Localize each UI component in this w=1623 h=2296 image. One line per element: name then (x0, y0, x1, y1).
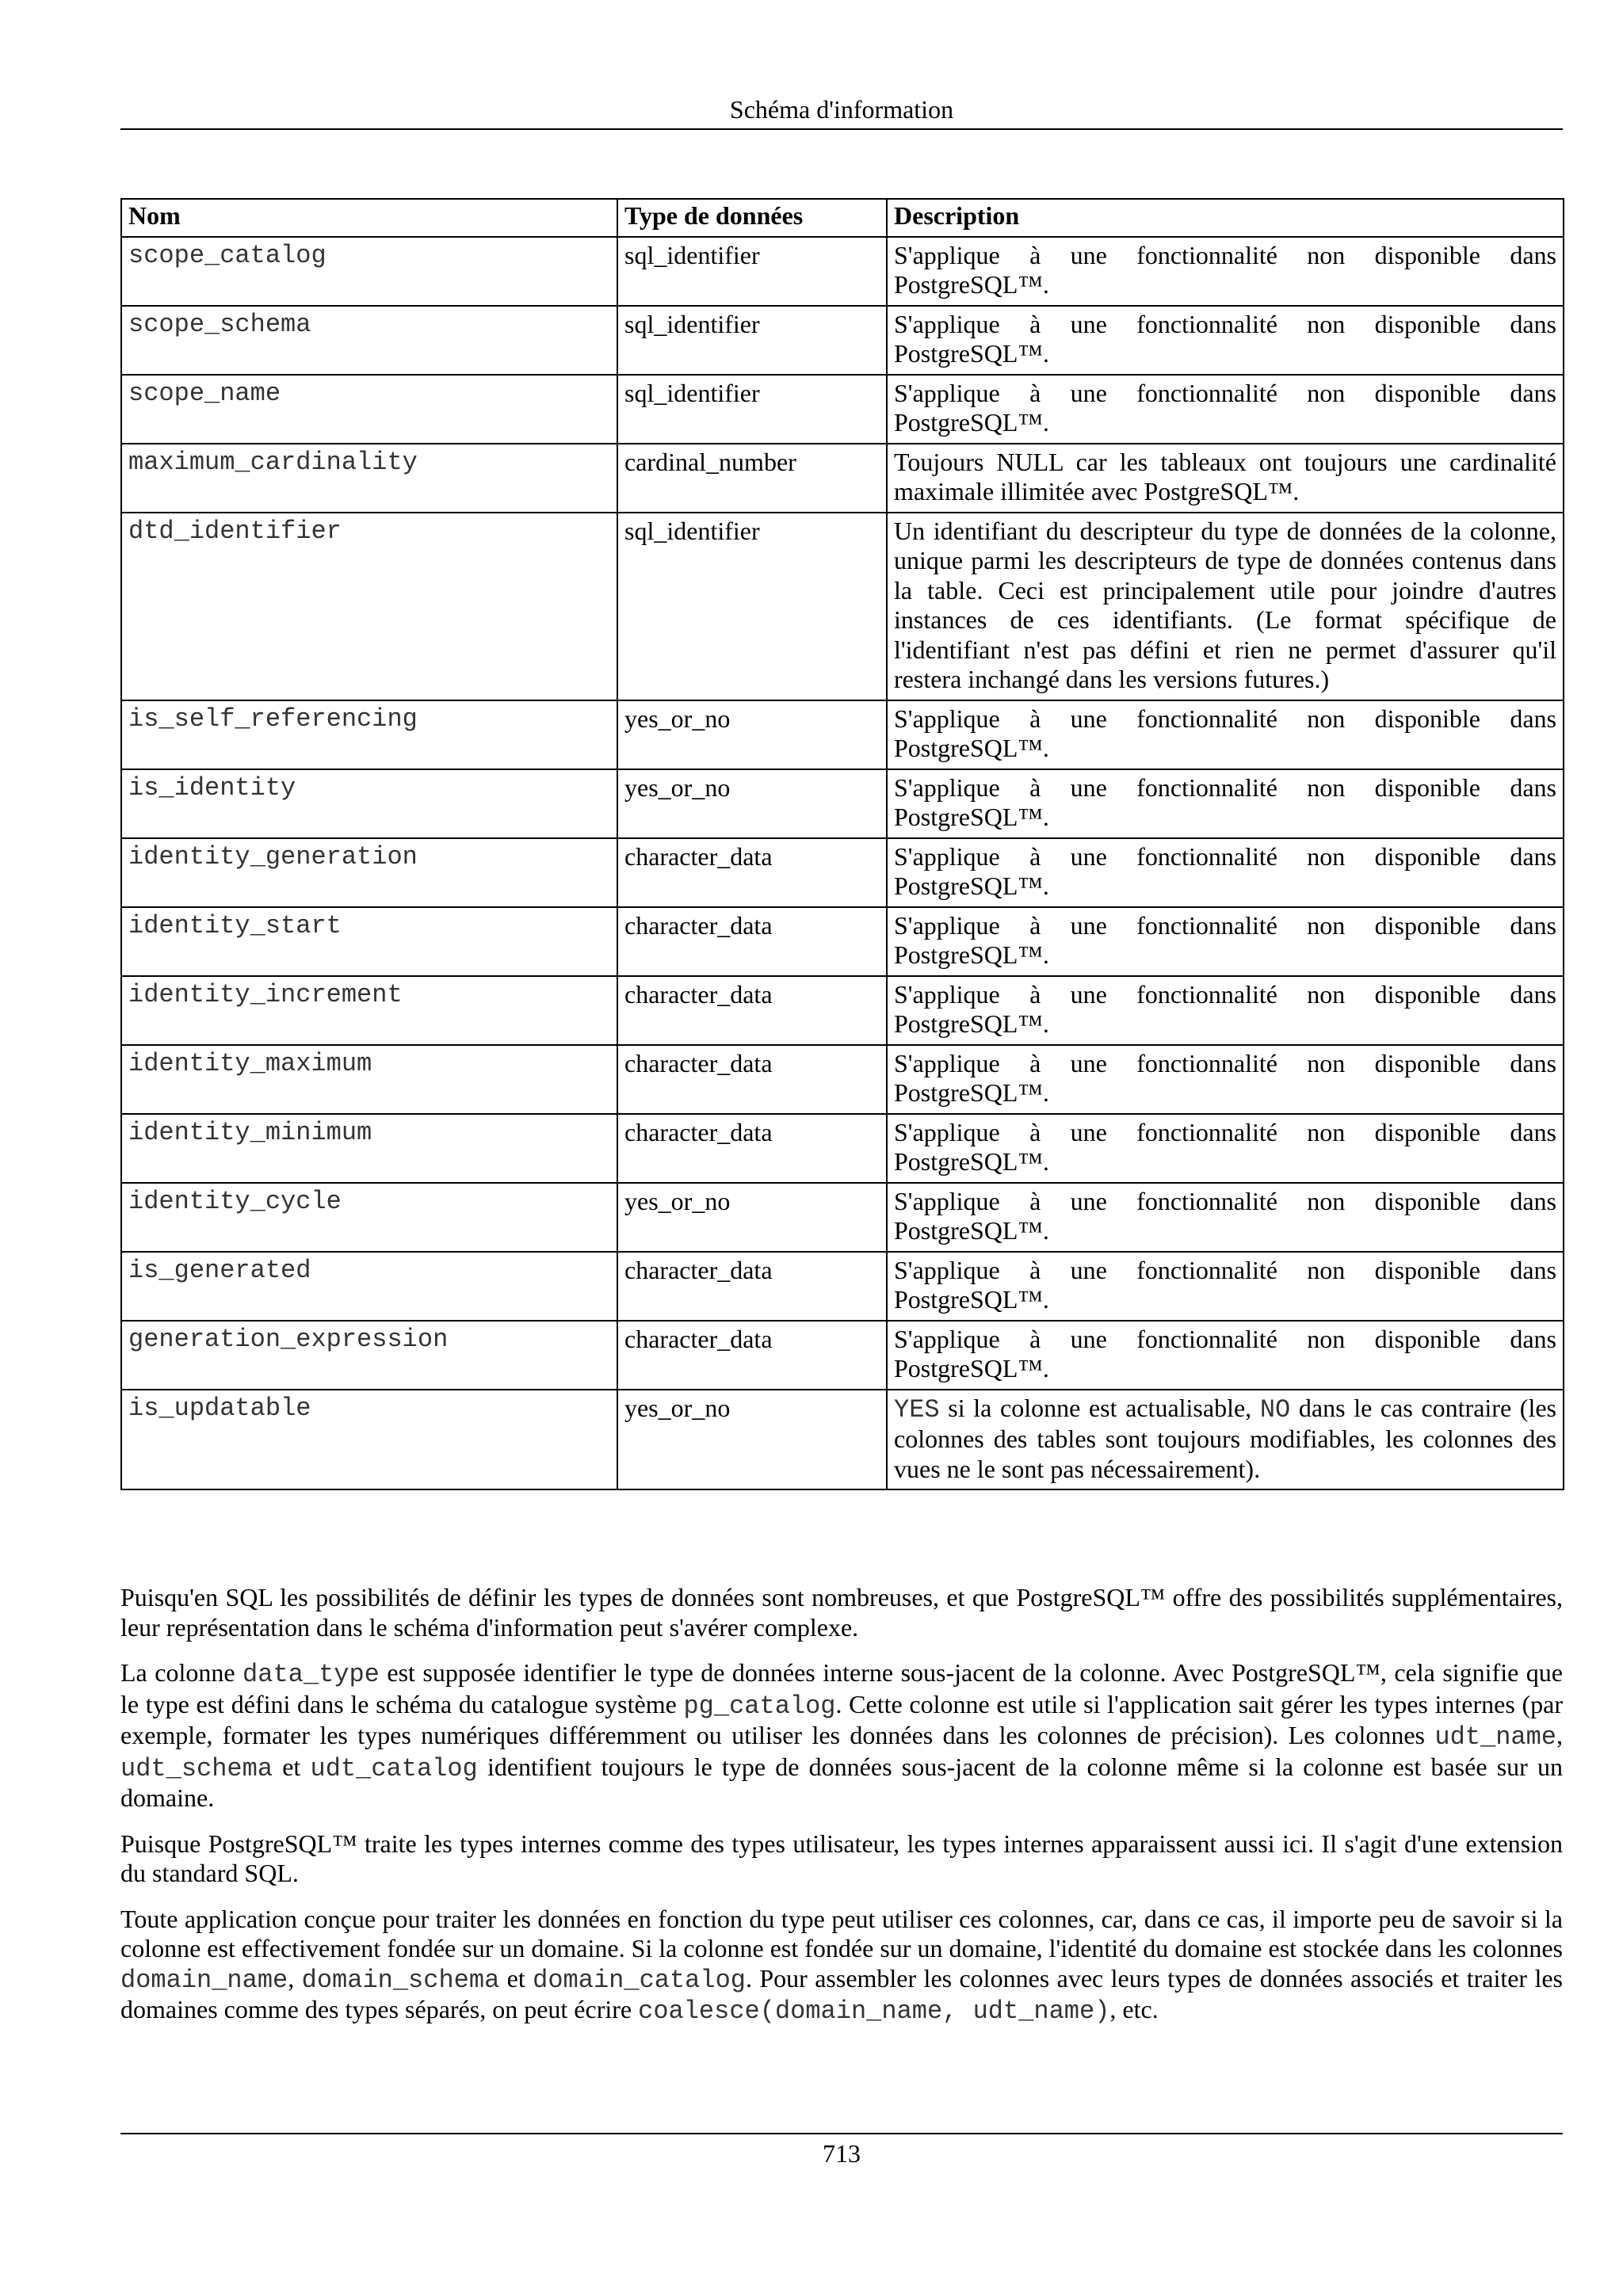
row-name: identity_minimum (121, 1114, 617, 1183)
row-type: character_data (617, 907, 887, 976)
paragraph-3: Puisque PostgreSQL™ traite les types internes comme des types utilisateur, les types internes apparaissent aussi ici. Il s'agit d'une extension du standard SQL. (120, 1829, 1563, 1887)
row-name: generation_expression (121, 1321, 617, 1390)
header-nom: Nom (121, 199, 617, 237)
row-name: scope_name (121, 375, 617, 444)
row-type: character_data (617, 838, 887, 907)
table-row (121, 700, 1564, 769)
row-type: yes_or_no (617, 769, 887, 838)
row-description: S'applique à une fonctionnalité non disponible dans PostgreSQL™. (887, 375, 1564, 444)
row-type: character_data (617, 976, 887, 1045)
header-type: Type de données (617, 199, 887, 237)
row-name: scope_schema (121, 306, 617, 375)
row-description: Toujours NULL car les tableaux ont toujours une cardinalité maximale illimitée avec PostgreSQL™. (887, 444, 1564, 513)
row-type: sql_identifier (617, 237, 887, 306)
row-description: S'applique à une fonctionnalité non disponible dans PostgreSQL™. (887, 838, 1564, 907)
row-name: is_identity (121, 769, 617, 838)
row-description: S'applique à une fonctionnalité non disponible dans PostgreSQL™. (887, 1183, 1564, 1252)
table-row (121, 306, 1564, 375)
row-type: character_data (617, 1252, 887, 1321)
row-name: is_self_referencing (121, 700, 617, 769)
row-name: scope_catalog (121, 237, 617, 306)
code-no: NO (1259, 1394, 1291, 1425)
text-run: et (499, 1963, 533, 1993)
code-yes: YES (894, 1394, 940, 1425)
text-run: . Pour assembler les colonnes avec leurs types de données associés et traiter les domaines comme des types séparés, on peut écrire (120, 1963, 1564, 2023)
row-name: identity_cycle (121, 1183, 617, 1252)
inline-code: pg_catalog (683, 1691, 836, 1721)
text-run: Toute application conçue pour traiter les données en fonction du type peut utiliser ces colonnes, car, dans ce cas, il importe peu de savoir si la colonne est effectivement fondée sur un domaine. Si la colonne est fondée sur un domaine, l'identité du domaine est stockée dans les colonnes (120, 1904, 1563, 1962)
row-name: maximum_cardinality (121, 444, 617, 513)
row-type: sql_identifier (617, 306, 887, 375)
row-name: identity_start (121, 907, 617, 976)
row-description: S'applique à une fonctionnalité non disponible dans PostgreSQL™. (887, 237, 1564, 306)
text-run: , etc. (1109, 1995, 1159, 2023)
text-run: est supposée identifier le type de données interne sous-jacent de la colonne. Avec PostgreSQL™, cela signifie que le type est défini dans le schéma du catalogue système (120, 1658, 1564, 1718)
row-description (887, 1390, 1564, 1490)
table-row (121, 1114, 1564, 1183)
row-name: identity_increment (121, 976, 617, 1045)
row-description: S'applique à une fonctionnalité non disponible dans PostgreSQL™. (887, 1045, 1564, 1114)
text-run: identifient toujours le type de données sous-jacent de la colonne même si la colonne est basée sur un domaine. (120, 1752, 1564, 1812)
row-type: sql_identifier (617, 375, 887, 444)
row-name: identity_maximum (121, 1045, 617, 1114)
running-header: Schéma d'information (729, 95, 954, 124)
table-row (121, 513, 1564, 700)
row-type: yes_or_no (617, 1183, 887, 1252)
inline-code: udt_catalog (310, 1753, 478, 1783)
table-row (121, 976, 1564, 1045)
text-run: , (1556, 1721, 1563, 1749)
table-row (121, 769, 1564, 838)
table-row (121, 838, 1564, 907)
footer-rule (120, 2133, 1563, 2134)
row-description: S'applique à une fonctionnalité non disponible dans PostgreSQL™. (887, 306, 1564, 375)
text-run: et (273, 1752, 311, 1781)
row-name: is_generated (121, 1252, 617, 1321)
header-rule (120, 128, 1563, 130)
table-row (121, 375, 1564, 444)
row-description: S'applique à une fonctionnalité non disponible dans PostgreSQL™. (887, 1114, 1564, 1183)
row-type: sql_identifier (617, 513, 887, 700)
row-name: is_updatable (121, 1390, 617, 1490)
columns-table (120, 198, 1564, 1490)
row-name: identity_generation (121, 838, 617, 907)
row-name: dtd_identifier (121, 513, 617, 700)
inline-code: domain_catalog (533, 1965, 746, 1995)
inline-code: data_type (242, 1660, 380, 1689)
row-type: yes_or_no (617, 1390, 887, 1490)
inline-code: domain_schema (301, 1965, 500, 1995)
text-run: . Cette colonne est utile si l'application sait gérer les types internes (par exemple, formater les types numériques différemment ou utiliser les données dans les colonnes de précision). Les colonnes (120, 1689, 1564, 1749)
row-description: S'applique à une fonctionnalité non disponible dans PostgreSQL™. (887, 1321, 1564, 1390)
row-description: S'applique à une fonctionnalité non disponible dans PostgreSQL™. (887, 907, 1564, 976)
row-description: S'applique à une fonctionnalité non disponible dans PostgreSQL™. (887, 700, 1564, 769)
row-type: cardinal_number (617, 444, 887, 513)
inline-code: domain_name (120, 1965, 288, 1995)
page-number: 713 (823, 2139, 861, 2168)
inline-code: coalesce(domain_name, udt_name) (638, 1997, 1110, 2026)
body-text (120, 1583, 1563, 2042)
table-row (121, 444, 1564, 513)
inline-code: udt_schema (120, 1753, 273, 1783)
row-description: S'applique à une fonctionnalité non disponible dans PostgreSQL™. (887, 976, 1564, 1045)
row-type: character_data (617, 1321, 887, 1390)
row-type: character_data (617, 1045, 887, 1114)
paragraph-1: Puisqu'en SQL les possibilités de définir les types de données sont nombreuses, et que PostgreSQL™ offre des possibilités supplémentaires, leur représentation dans le schéma d'information peut s'avérer complexe. (120, 1583, 1563, 1642)
row-type: yes_or_no (617, 700, 887, 769)
text-run: , (288, 1963, 302, 1993)
table-header-row (121, 199, 1564, 237)
table-row (121, 907, 1564, 976)
table-row (121, 1183, 1564, 1252)
paragraph-2 (120, 1658, 1563, 1814)
table-row (121, 1321, 1564, 1390)
desc-text: dans le cas contraire (les colonnes des tables sont toujours modifiables, les colonnes des vues ne le sont pas nécessairement). (894, 1393, 1557, 1483)
header-description: Description (887, 199, 1564, 237)
table-row (121, 1045, 1564, 1114)
paragraph-4 (120, 1905, 1563, 2027)
row-type: character_data (617, 1114, 887, 1183)
inline-code: udt_name (1434, 1722, 1556, 1752)
row-description: Un identifiant du descripteur du type de données de la colonne, unique parmi les descripteurs de type de données contenus dans la table. Ceci est principalement utile pour joindre d'autres instances de ces identifiants. (Le format spécifique de l'identifiant n'est pas défini et rien ne permet d'assurer qu'il restera inchangé dans les versions futures.) (887, 513, 1564, 700)
row-description: S'applique à une fonctionnalité non disponible dans PostgreSQL™. (887, 1252, 1564, 1321)
desc-text: si la colonne est actualisable, (939, 1393, 1260, 1422)
table-row (121, 1252, 1564, 1321)
table-row (121, 1390, 1564, 1490)
document-page (120, 0, 1563, 2296)
row-description: S'applique à une fonctionnalité non disponible dans PostgreSQL™. (887, 769, 1564, 838)
table-row (121, 237, 1564, 306)
text-run: La colonne (120, 1658, 243, 1687)
